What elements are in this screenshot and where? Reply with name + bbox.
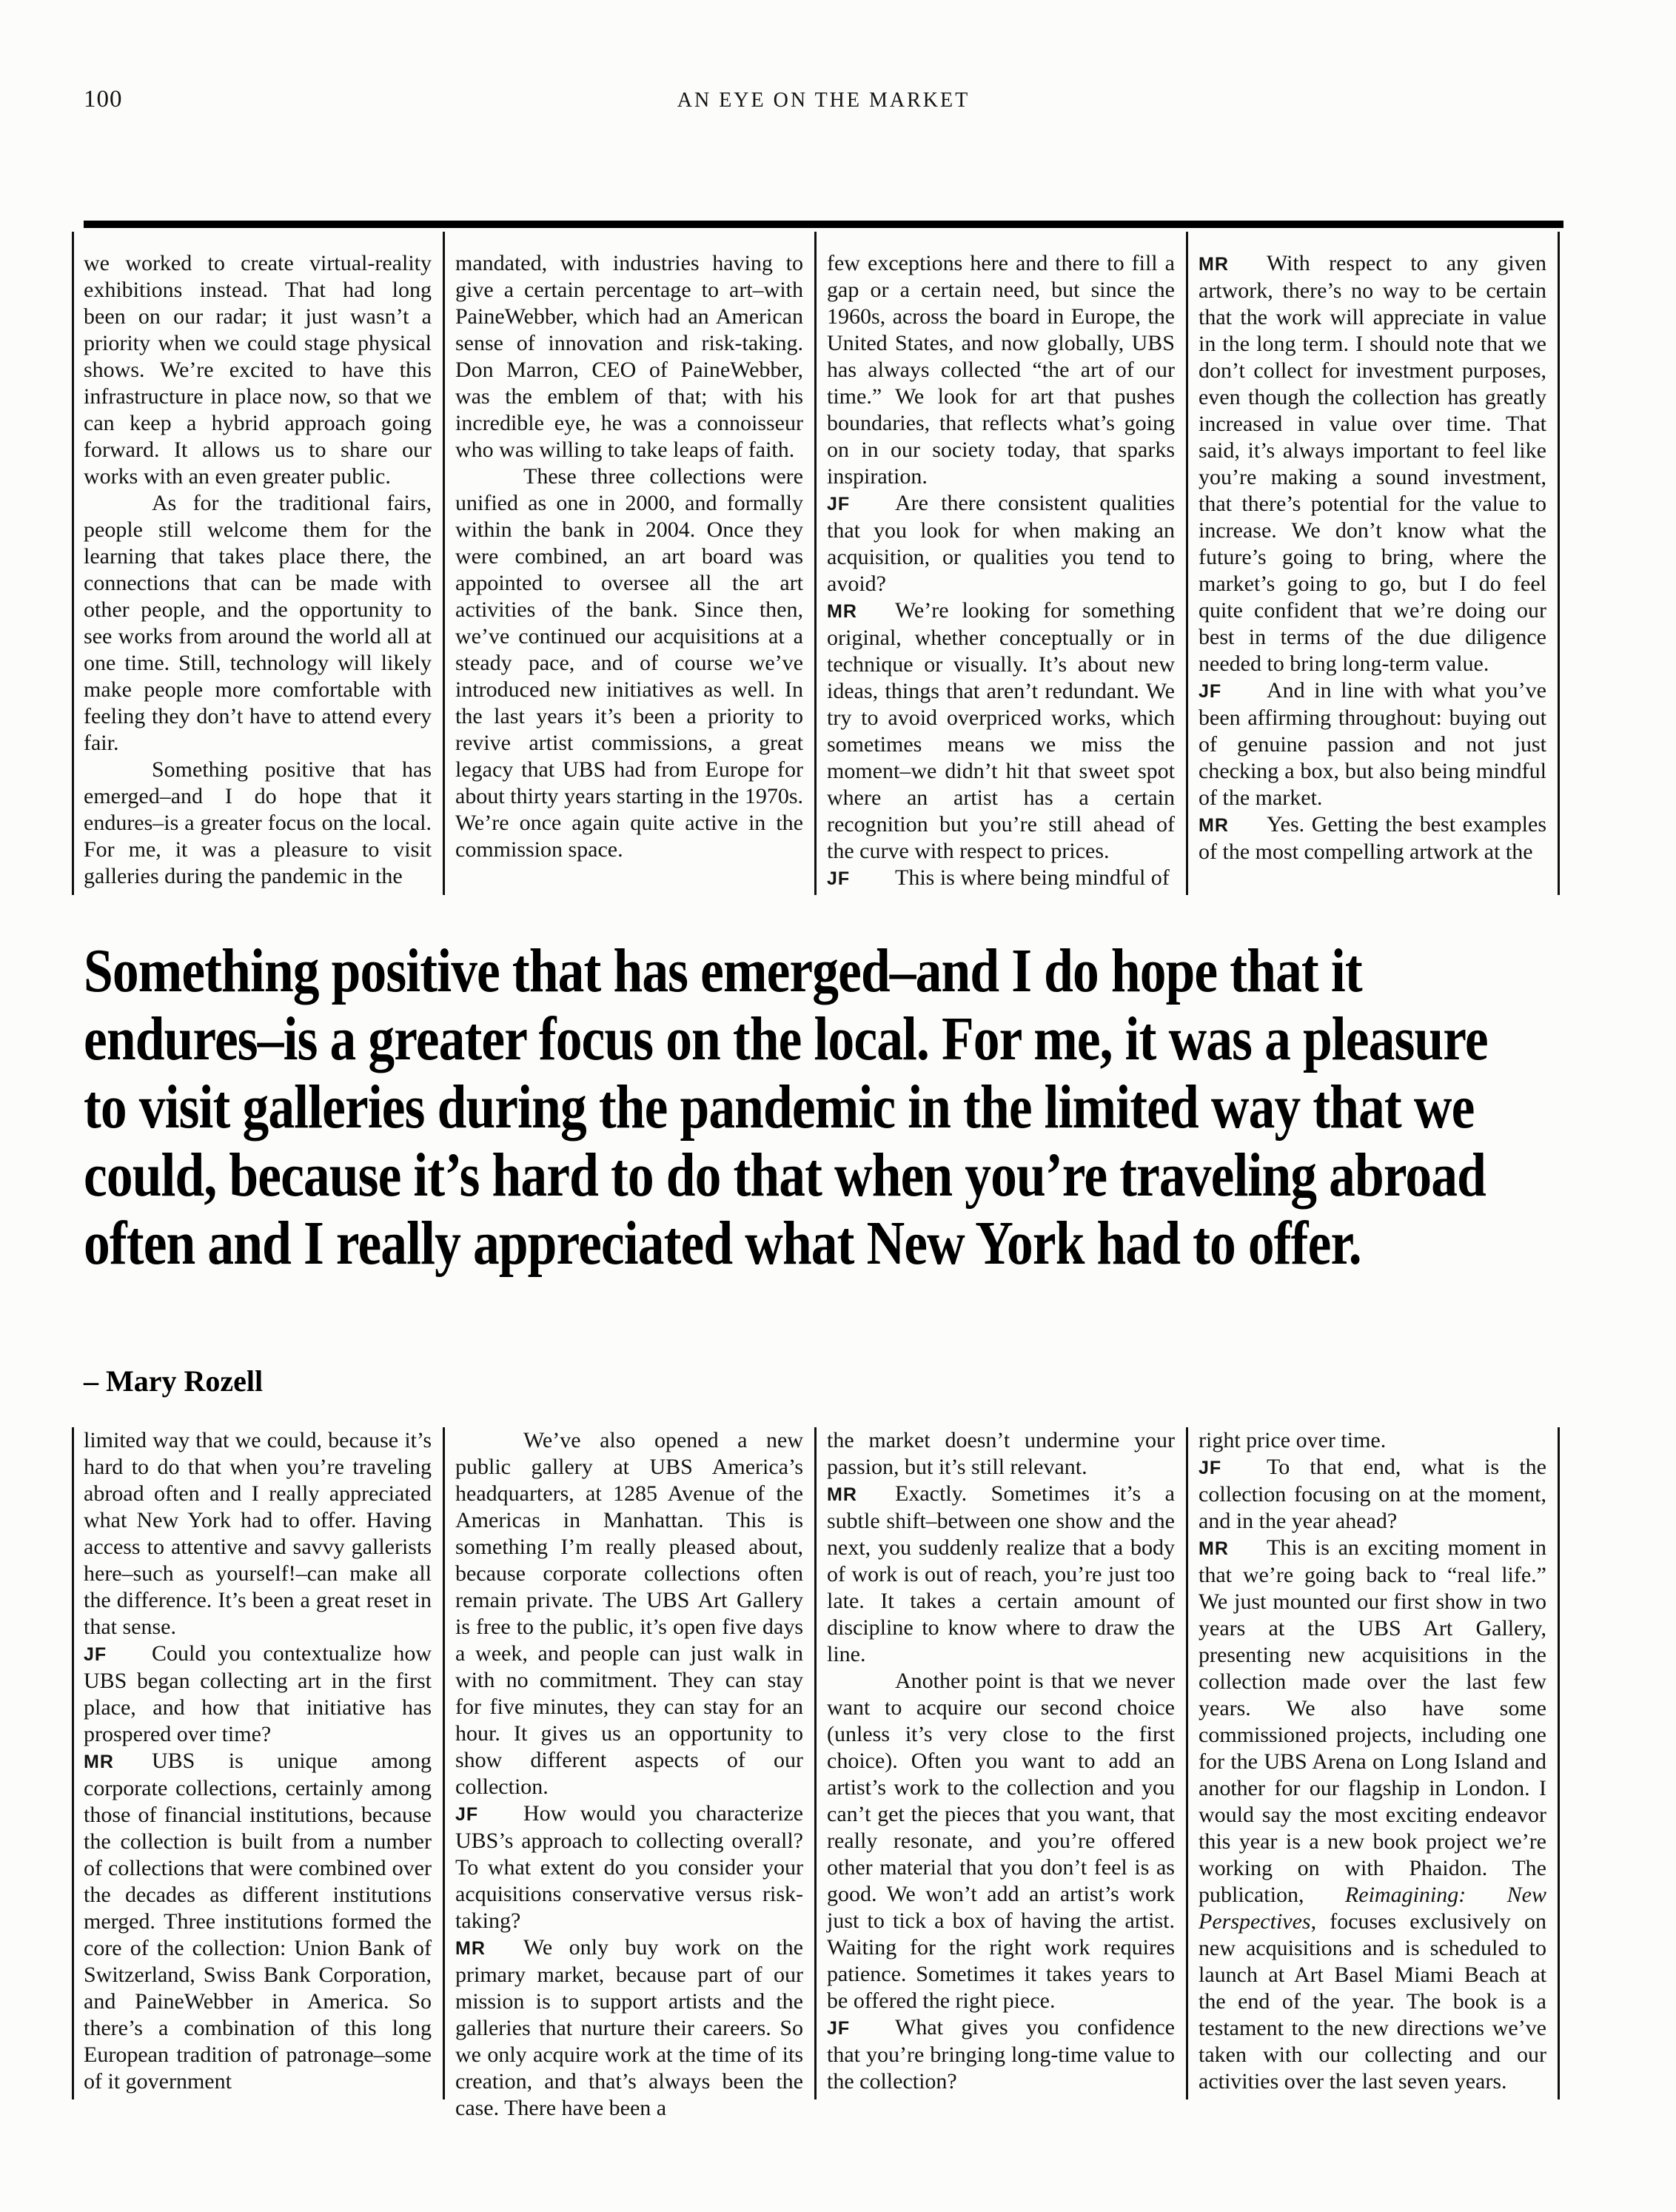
text-run: limited way that we could, because it’s hard to do that when you’re traveling abroad often and I really appreciated what New York had to offer. Having access to attentive and savvy gallerists here–such as yourself!–can make all the difference. It’s been a great reset in that sense. (84, 1428, 432, 1639)
dialogue-paragraph (455, 1934, 803, 2122)
speaker-tag: MR (1199, 815, 1229, 836)
text-column (1199, 250, 1546, 865)
paragraph (455, 250, 803, 463)
text-column (455, 250, 803, 863)
dialogue-paragraph (1199, 1535, 1546, 2095)
text-run: Are there consistent qualities that you look for when making an acquisition, or qualities you tend to avoid? (827, 491, 1175, 596)
dialogue-paragraph (827, 865, 1175, 892)
speaker-tag: MR (455, 1938, 486, 1959)
pull-quote: Something positive that has emerged–and I do hope that it endures–is a greater focus on the local. For me, it was a pleasure to visit galleries during the pandemic in the limited way that we could, because it’s hard to do that when you’re traveling abroad often and I really appreciated what New York had to offer. (84, 936, 1488, 1278)
speaker-tag: MR (827, 1484, 857, 1505)
dialogue-paragraph (84, 1748, 432, 2095)
text-column (827, 250, 1175, 892)
dialogue-paragraph (827, 490, 1175, 597)
text-run: This is where being mindful of (895, 865, 1170, 890)
paragraph (84, 757, 432, 890)
text-run: mandated, with industries having to give a certain percentage to art–with PaineWebber, which had an American sense of innovation and risk-taking. Don Marron, CEO of PaineWebber, was the emblem of that; with his incredible eye, he was a connoisseur who was willing to take leaps of faith. (455, 251, 803, 462)
dialogue-paragraph (827, 2014, 1175, 2095)
text-column (1199, 1427, 1546, 2095)
speaker-tag: JF (1199, 681, 1222, 702)
dialogue-paragraph (1199, 811, 1546, 865)
speaker-tag: JF (84, 1644, 107, 1665)
text-run: Something positive that has emerged–and I do hope that it endures–is a greater focus on the local. For me, it was a pleasure to visit galleries during the pandemic in the (84, 757, 432, 888)
text-run: And in line with what you’ve been affirming throughout: buying out of genuine passion and not just checking a box, but also being mindful of the market. (1199, 678, 1546, 810)
text-run: right price over time. (1199, 1428, 1387, 1452)
text-column (84, 1427, 432, 2095)
text-run: few exceptions here and there to fill a gap or a certain need, but since the 1960s, across the board in Europe, the United States, and now globally, UBS has always collected “the art of our time.” We look for art that pushes boundaries, that reflects what’s going on in our society today, that sparks inspiration. (827, 251, 1175, 489)
text-run: Yes. Getting the best examples of the most compelling artwork at the (1199, 812, 1546, 864)
text-run: We only buy work on the primary market, because part of our mission is to support artists and the galleries that nurture their careers. So we only acquire work at the time of its creation, and that’s always been the case. There have been a (455, 1935, 803, 2120)
speaker-tag: JF (455, 1804, 479, 1825)
text-run: As for the traditional fairs, people still welcome them for the learning that takes place there, the connections that can be made with other people, and the opportunity to see works from around the world all at one time. Still, technology will likely make people more comfortable with feeling they don’t have to attend every fair. (84, 491, 432, 755)
speaker-tag: JF (1199, 1458, 1222, 1478)
speaker-tag: MR (84, 1752, 114, 1772)
speaker-tag: MR (827, 601, 857, 622)
text-run: These three collections were unified as one in 2000, and formally within the bank in 2004. Once they were combined, an art board was appointed to oversee all the art activities of the bank. Since then, we’ve continued our acquisitions at a steady pace, and of course we’ve introduced new initiatives as well. In the last years it’s been a priority to revive artist commissions, a great legacy that UBS had from Europe for about thirty years starting in the 1970s. We’re once again quite active in the commission space. (455, 464, 803, 862)
text-run: To that end, what is the collection focusing on at the moment, and in the year ahead? (1199, 1455, 1546, 1533)
paragraph (455, 463, 803, 863)
dialogue-paragraph (827, 1481, 1175, 1668)
text-run: We’re looking for something original, whether conceptually or in technique or visually. It’s about new ideas, things that aren’t redundant. We try to avoid overpriced works, which sometimes means we miss the moment–we didn’t hit that sweet spot where an artist has a certain recognition but you’re still ahead of the curve with respect to prices. (827, 598, 1175, 863)
header-rule (84, 221, 1563, 228)
column-rule (1558, 1427, 1560, 2099)
column-rule (1558, 232, 1560, 895)
text-column (827, 1427, 1175, 2095)
paragraph (827, 250, 1175, 490)
column-rule (72, 1427, 74, 2099)
paragraph (84, 490, 432, 757)
running-head: AN EYE ON THE MARKET (677, 89, 971, 112)
paragraph (455, 1427, 803, 1800)
text-run: What gives you confidence that you’re bringing long-time value to the collection? (827, 2015, 1175, 2094)
paragraph (1199, 1427, 1546, 1454)
text-run: With respect to any given artwork, there’s no way to be certain that the work will appreciate in value in the long term. I should note that we don’t collect for investment purposes, even though the collection has greatly increased in value over time. That said, it’s always important to feel like you’re making a sound investment, that there’s potential for the value to increase. We don’t know what the future’s going to bring, where the market’s going to go, but I do feel quite confident that we’re doing our best in terms of the due diligence needed to bring long-term value. (1199, 251, 1546, 676)
text-run: , focuses exclusively on new acquisitions and is scheduled to launch at Art Basel Miami Beach at the end of the year. The book is a testament to the new directions we’ve taken with our collecting and our activities over the last seven years. (1199, 1909, 1546, 2094)
text-run: Could you contextualize how UBS began collecting art in the first place, and how that initiative has prospered over time? (84, 1641, 432, 1746)
italic-text-run: Reimagining: New Perspectives (1199, 1883, 1546, 1934)
column-rule (72, 232, 74, 895)
paragraph (84, 250, 432, 490)
speaker-tag: MR (1199, 1538, 1229, 1559)
dialogue-paragraph (1199, 1454, 1546, 1535)
text-column (84, 250, 432, 890)
text-run: How would you characterize UBS’s approach to collecting overall? To what extent do you consider your acquisitions conservative versus risk-taking? (455, 1801, 803, 1933)
text-run: We’ve also opened a new public gallery at UBS America’s headquarters, at 1285 Avenue of the Americas in Manhattan. This is something I’m really pleased about, because corporate collections often remain private. The UBS Art Gallery is free to the public, it’s open five days a week, and people can just walk in with no commitment. They can stay for five minutes, they can stay for an hour. It gives us an opportunity to show different aspects of our collection. (455, 1428, 803, 1799)
text-run: we worked to create virtual-reality exhibitions instead. That had long been on our radar; it just wasn’t a priority when we could stage physical shows. We’re excited to have this infrastructure in place now, so that we can keep a hybrid approach going forward. It allows us to share our works with an even greater public. (84, 251, 432, 489)
page-number: 100 (84, 86, 123, 113)
speaker-tag: JF (827, 2018, 851, 2039)
bottom-text-section (84, 1427, 1546, 2120)
text-run: Exactly. Sometimes it’s a subtle shift–between one show and the next, you suddenly realize that a body of work is out of reach, you’re just too late. It takes a certain amount of discipline to know where to draw the line. (827, 1481, 1175, 1666)
text-column (455, 1427, 803, 2122)
dialogue-paragraph (827, 597, 1175, 865)
text-run: the market doesn’t undermine your passion, but it’s still relevant. (827, 1428, 1175, 1479)
dialogue-paragraph (84, 1640, 432, 1748)
text-run: Another point is that we never want to acquire our second choice (unless it’s very close to the first choice). Often you want to add an artist’s work to the collection and you can’t get the pieces that you want, that really resonate, and you’re offered other material that you don’t feel is as good. We won’t add an artist’s work just to tick a box of having the artist. Waiting for the right work requires patience. Sometimes it takes years to be offered the right piece. (827, 1669, 1175, 2013)
paragraph (84, 1427, 432, 1640)
paragraph (827, 1427, 1175, 1481)
dialogue-paragraph (455, 1800, 803, 1934)
paragraph (827, 1668, 1175, 2014)
dialogue-paragraph (1199, 250, 1546, 677)
speaker-tag: JF (827, 868, 851, 889)
text-run: This is an exciting moment in that we’re going back to “real life.” We just mounted our first show in two years at the UBS Art Gallery, presenting new acquisitions in the collection made over the last few years. We also have some commissioned projects, including one for the UBS Arena on Long Island and another for our flagship in London. I would say the most exciting endeavor this year is a new book project we’re working on with Phaidon. The publication, (1199, 1535, 1546, 1907)
top-text-section (84, 250, 1546, 894)
dialogue-paragraph (1199, 677, 1546, 811)
speaker-tag: JF (827, 494, 851, 515)
pull-quote-attribution: – Mary Rozell (84, 1364, 264, 1398)
text-run: UBS is unique among corporate collections, certainly among those of financial institutions, because the collection is built from a number of collections that were combined over the decades as different institutions merged. Three institutions formed the core of the collection: Union Bank of Switzerland, Swiss Bank Corporation, and PaineWebber in America. So there’s a combination of this long European tradition of patronage–some of it government (84, 1749, 432, 2094)
speaker-tag: MR (1199, 254, 1229, 275)
